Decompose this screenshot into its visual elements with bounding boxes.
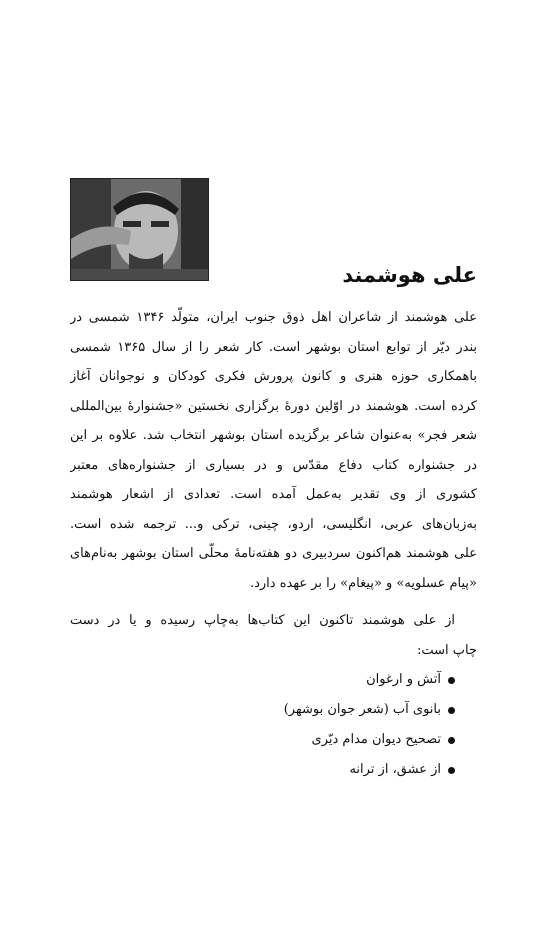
bio-line: شعر فجر» به‌عنوان شاعر برگزیده استان بوشهر انتخاب شد. علاوه بر این <box>70 428 477 443</box>
bio-line: در جشنواره کتاب دفاع مقدّس و در بسیاری از جشنواره‌های معتبر <box>70 457 477 473</box>
bullet-icon <box>448 767 455 774</box>
book-item <box>177 665 477 695</box>
bio-line: باهمکاری حوزه هنری و کانون پرورش فکری کودکان و نوجوانان آغاز <box>70 369 477 384</box>
bio-line: علی هوشمند از شاعران اهل ذوق جنوب ایران، متولّد ۱۳۴۶ شمسی در <box>70 310 477 325</box>
books-list <box>177 665 477 785</box>
poet-name-heading: علی هوشمند <box>342 263 477 287</box>
book-item <box>177 725 477 755</box>
publications-intro <box>70 606 477 665</box>
bio-line: کشوری از وی تقدیر به‌عمل آمده است. تعدادی از اشعار هوشمند <box>70 487 477 502</box>
book-title: تصحیح دیوان مدام دیّری <box>311 732 441 747</box>
portrait-icon <box>71 179 208 280</box>
bullet-icon <box>448 707 455 714</box>
bullet-icon <box>448 737 455 744</box>
bio-line: به‌زبان‌های عربی، انگلیسی، اردو، چینی، ترکی و... ترجمه شده است. <box>70 516 477 532</box>
book-title: آتش و ارغوان <box>366 672 441 687</box>
poet-photo <box>70 178 209 281</box>
bio-line: علی هوشمند هم‌اکنون سردبیری دو هفته‌نامهٔ محلّی استان بوشهر به‌نام‌های <box>70 546 477 561</box>
bio-line: کرده است. هوشمند در اوّلین دورهٔ برگزاری نخستین «جشنوارهٔ بین‌المللی <box>70 398 477 414</box>
bio-line: «پیام عسلویه» و «پیغام» را بر عهده دارد. <box>249 575 477 591</box>
publications-intro-line: چاپ است: <box>416 642 477 658</box>
book-item <box>177 755 477 785</box>
bio-line: بندر دیّر از توابع استان بوشهر است. کار شعر را از سال ۱۳۶۵ شمسی <box>70 339 477 355</box>
book-item <box>177 695 477 725</box>
publications-intro-line: از علی هوشمند تاکنون این کتاب‌ها به‌چاپ رسیده و یا در دست <box>70 613 455 628</box>
book-title: از عشق، از ترانه <box>349 762 441 777</box>
biography-paragraph <box>70 303 477 598</box>
bullet-icon <box>448 677 455 684</box>
book-title: بانوی آب (شعر جوان بوشهر) <box>283 702 441 717</box>
